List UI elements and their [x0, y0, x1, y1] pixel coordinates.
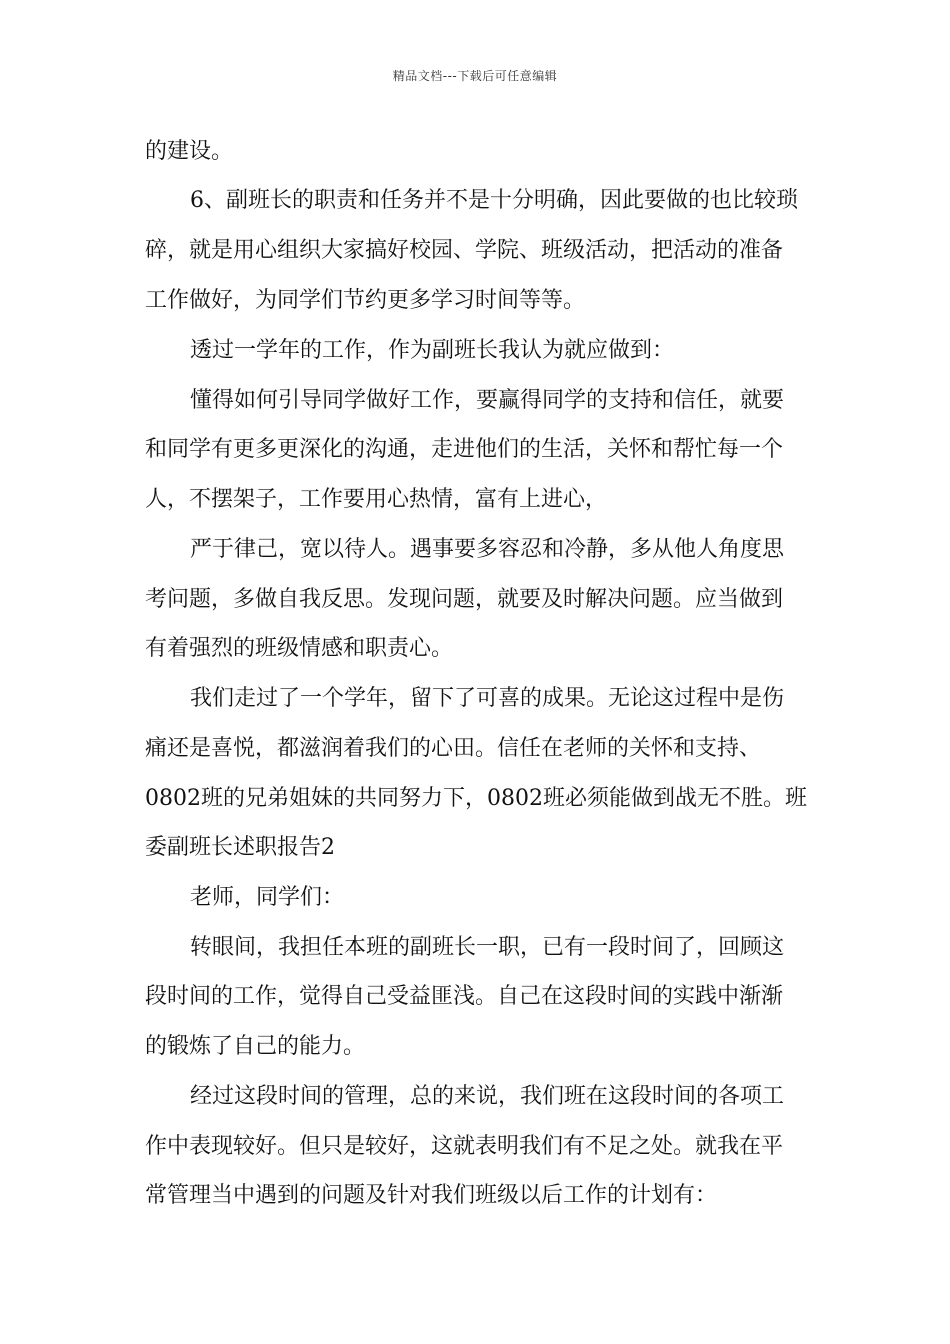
- text-line: 老师，同学们：: [190, 885, 345, 910]
- text-line: 转眼间，我担任本班的副班长一职，已有一段时间了，回顾这: [190, 935, 785, 960]
- text-line: 工作做好，为同学们节约更多学习时间等等。: [145, 288, 586, 313]
- page-header: 精品文档---下载后可任意编辑: [392, 69, 558, 83]
- text-line: 和同学有更多更深化的沟通，走进他们的生活，关怀和帮忙每一个: [145, 437, 784, 462]
- text-line: 作中表现较好。但只是较好，这就表明我们有不足之处。就我在平: [145, 1134, 784, 1159]
- text-line: 痛还是喜悦，都滋润着我们的心田。信任在老师的关怀和支持、: [145, 736, 762, 761]
- text-line: 的锻炼了自己的能力。: [145, 1034, 366, 1059]
- text-line: 考问题，多做自我反思。发现问题，就要及时解决问题。应当做到: [145, 587, 784, 612]
- text-line: 委副班长述职报告2: [145, 835, 335, 860]
- text-line: 段时间的工作，觉得自己受益匪浅。自己在这段时间的实践中渐渐: [145, 984, 784, 1009]
- text-line: 的建设。: [145, 139, 234, 164]
- text-line: 严于律己，宽以待人。遇事要多容忍和冷静，多从他人角度思: [190, 537, 785, 562]
- text-line: 常管理当中遇到的问题及针对我们班级以后工作的计划有：: [145, 1183, 718, 1208]
- text-line: 经过这段时间的管理，总的来说，我们班在这段时间的各项工: [190, 1084, 785, 1109]
- text-line: 我们走过了一个学年，留下了可喜的成果。无论这过程中是伤: [190, 686, 785, 711]
- text-line: 6、副班长的职责和任务并不是十分明确，因此要做的也比较琐: [190, 188, 798, 213]
- text-line: 透过一学年的工作，作为副班长我认为就应做到：: [190, 338, 675, 363]
- text-line: 人，不摆架子，工作要用心热情，富有上进心，: [145, 487, 608, 512]
- text-line: 碎，就是用心组织大家搞好校园、学院、班级活动，把活动的准备: [145, 238, 784, 263]
- text-line: 懂得如何引导同学做好工作，要赢得同学的支持和信任，就要: [190, 388, 785, 413]
- text-line: 有着强烈的班级情感和职责心。: [145, 636, 454, 661]
- text-line: 0802班的兄弟姐妹的共同努力下，0802班必须能做到战无不胜。班: [145, 786, 807, 811]
